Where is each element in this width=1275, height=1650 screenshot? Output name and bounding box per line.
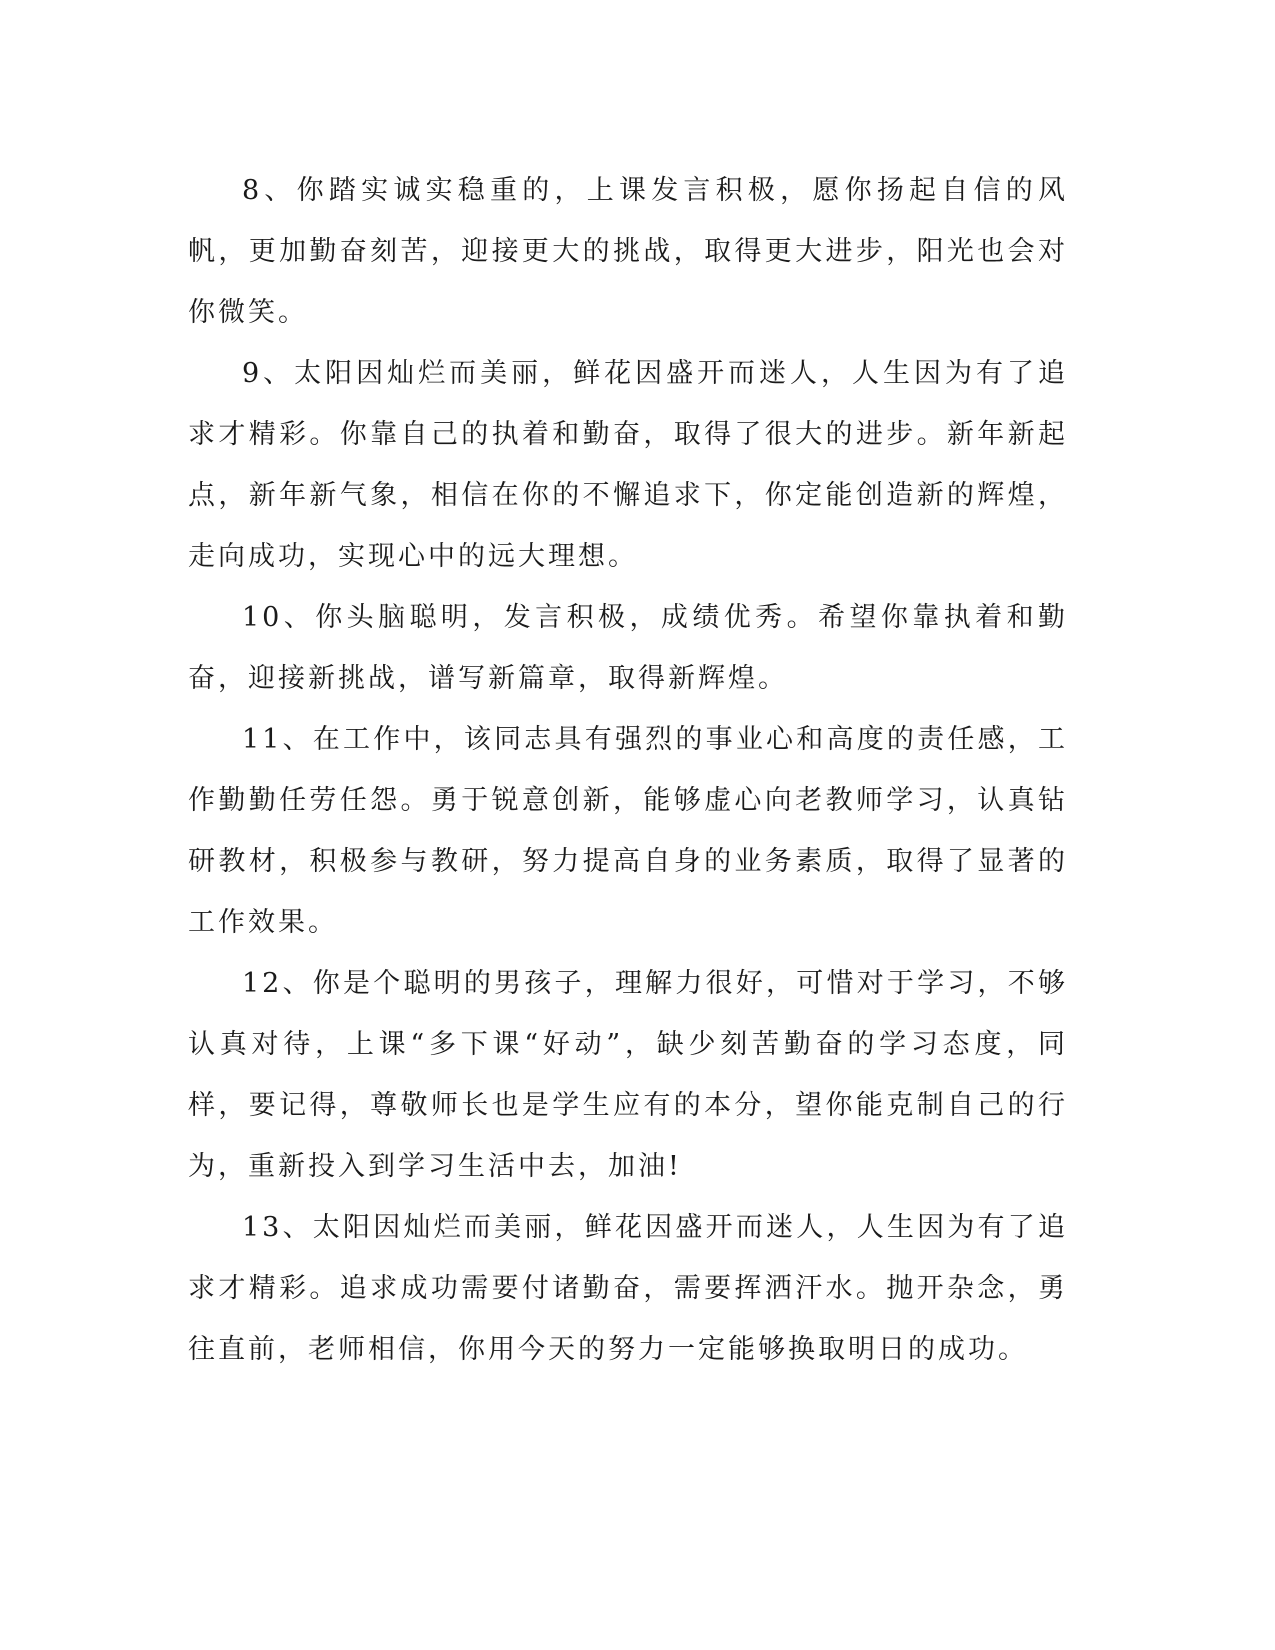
paragraph-10: 10、你头脑聪明，发言积极，成绩优秀。希望你靠执着和勤奋，迎接新挑战，谱写新篇章，取得新辉煌。: [188, 602, 1068, 694]
paragraph-8: 8、你踏实诚实稳重的，上课发言积极，愿你扬起自信的风帆，更加勤奋刻苦，迎接更大的挑战，取得更大进步，阳光也会对你微笑。: [188, 175, 1068, 328]
paragraph-11: 11、在工作中，该同志具有强烈的事业心和高度的责任感，工作勤勤任劳任怨。勇于锐意创新，能够虚心向老教师学习，认真钻研教材，积极参与教研，努力提高自身的业务素质，取得了显著的工作效果。: [188, 724, 1068, 938]
paragraph-9: 9、太阳因灿烂而美丽，鲜花因盛开而迷人，人生因为有了追求才精彩。你靠自己的执着和勤奋，取得了很大的进步。新年新起点，新年新气象，相信在你的不懈追求下，你定能创造新的辉煌，走向成功，实现心中的远大理想。: [188, 358, 1068, 572]
paragraph-12: 12、你是个聪明的男孩子，理解力很好，可惜对于学习，不够认真对待，上课“多下课“好动”，缺少刻苦勤奋的学习态度，同样，要记得，尊敬师长也是学生应有的本分，望你能克制自己的行为，重新投入到学习生活中去，加油!: [188, 968, 1068, 1182]
document-body: [188, 160, 1068, 1380]
paragraph-13: 13、太阳因灿烂而美丽，鲜花因盛开而迷人，人生因为有了追求才精彩。追求成功需要付诸勤奋，需要挥洒汗水。抛开杂念，勇往直前，老师相信，你用今天的努力一定能够换取明日的成功。: [188, 1212, 1068, 1365]
